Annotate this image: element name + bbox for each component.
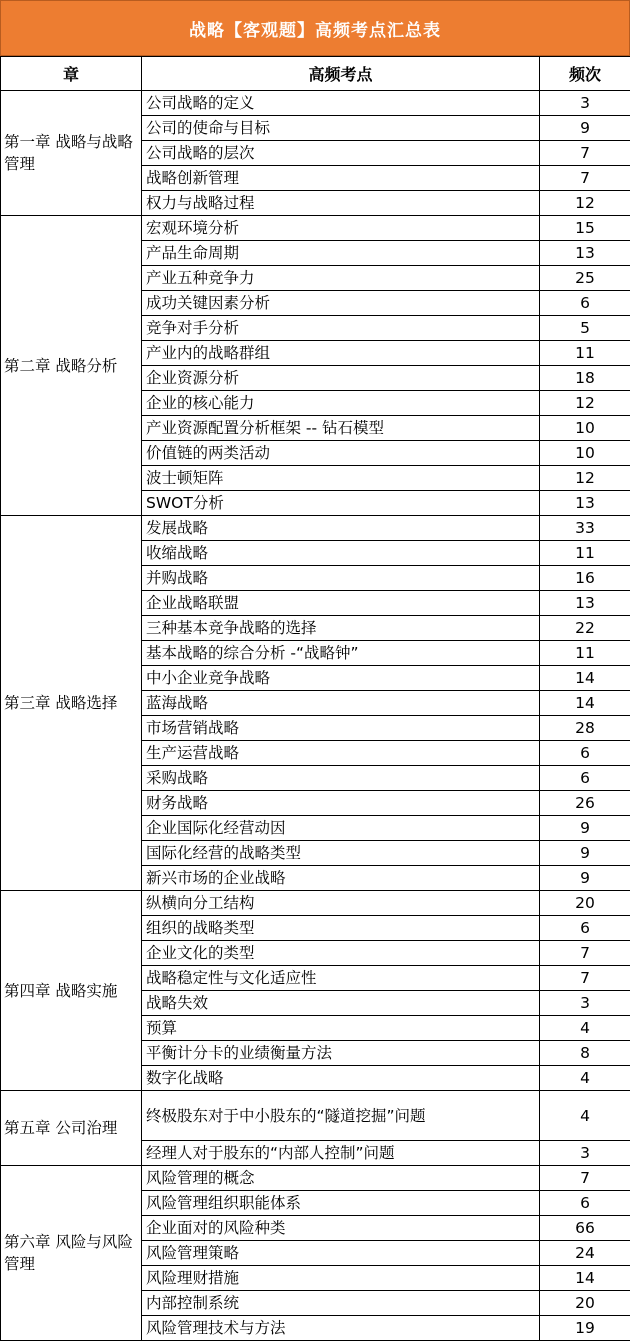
topic-cell: 经理人对于股东的“内部人控制”问题 (142, 1141, 540, 1166)
topic-cell: 波士顿矩阵 (142, 466, 540, 491)
topic-cell: 收缩战略 (142, 541, 540, 566)
chapter-cell: 第三章 战略选择 (1, 516, 142, 891)
topic-cell: 预算 (142, 1016, 540, 1041)
frequency-cell: 12 (540, 391, 630, 416)
topic-cell: 三种基本竞争战略的选择 (142, 616, 540, 641)
topic-cell: 公司战略的层次 (142, 141, 540, 166)
summary-table (0, 56, 630, 1341)
frequency-cell: 13 (540, 591, 630, 616)
table-title: 战略【客观题】高频考点汇总表 (0, 0, 630, 56)
topic-cell: 价值链的两类活动 (142, 441, 540, 466)
topic-cell: 风险理财措施 (142, 1266, 540, 1291)
topic-cell: 成功关键因素分析 (142, 291, 540, 316)
frequency-cell: 26 (540, 791, 630, 816)
frequency-cell: 7 (540, 941, 630, 966)
frequency-cell: 4 (540, 1091, 630, 1141)
table-row (1, 891, 630, 916)
frequency-cell: 4 (540, 1016, 630, 1041)
topic-cell: 风险管理技术与方法 (142, 1316, 540, 1341)
topic-cell: 产业资源配置分析框架 -- 钻石模型 (142, 416, 540, 441)
frequency-cell: 66 (540, 1216, 630, 1241)
topic-cell: 产品生命周期 (142, 241, 540, 266)
topic-cell: 企业资源分析 (142, 366, 540, 391)
topic-cell: 财务战略 (142, 791, 540, 816)
chapter-cell: 第六章 风险与风险管理 (1, 1166, 142, 1341)
topic-cell: 风险管理策略 (142, 1241, 540, 1266)
frequency-cell: 7 (540, 141, 630, 166)
frequency-cell: 8 (540, 1041, 630, 1066)
header-frequency: 频次 (540, 57, 630, 91)
topic-cell: SWOT分析 (142, 491, 540, 516)
table-row (1, 516, 630, 541)
frequency-cell: 3 (540, 1141, 630, 1166)
topic-cell: 产业内的战略群组 (142, 341, 540, 366)
frequency-cell: 20 (540, 891, 630, 916)
frequency-cell: 7 (540, 166, 630, 191)
frequency-cell: 24 (540, 1241, 630, 1266)
topic-cell: 企业面对的风险种类 (142, 1216, 540, 1241)
frequency-cell: 11 (540, 341, 630, 366)
topic-cell: 宏观环境分析 (142, 216, 540, 241)
topic-cell: 并购战略 (142, 566, 540, 591)
topic-cell: 战略创新管理 (142, 166, 540, 191)
topic-cell: 组织的战略类型 (142, 916, 540, 941)
frequency-cell: 14 (540, 691, 630, 716)
table-row (1, 1091, 630, 1141)
topic-cell: 公司的使命与目标 (142, 116, 540, 141)
topic-cell: 战略稳定性与文化适应性 (142, 966, 540, 991)
frequency-cell: 9 (540, 816, 630, 841)
frequency-cell: 6 (540, 916, 630, 941)
topic-cell: 公司战略的定义 (142, 91, 540, 116)
frequency-cell: 11 (540, 641, 630, 666)
header-chapter: 章 (1, 57, 142, 91)
chapter-cell: 第五章 公司治理 (1, 1091, 142, 1166)
topic-cell: 生产运营战略 (142, 741, 540, 766)
header-topic: 高频考点 (142, 57, 540, 91)
frequency-cell: 4 (540, 1066, 630, 1091)
topic-cell: 纵横向分工结构 (142, 891, 540, 916)
frequency-cell: 3 (540, 991, 630, 1016)
topic-cell: 产业五种竞争力 (142, 266, 540, 291)
topic-cell: 数字化战略 (142, 1066, 540, 1091)
topic-cell: 战略失效 (142, 991, 540, 1016)
frequency-cell: 11 (540, 541, 630, 566)
frequency-cell: 6 (540, 291, 630, 316)
topic-cell: 权力与战略过程 (142, 191, 540, 216)
frequency-cell: 12 (540, 191, 630, 216)
frequency-cell: 18 (540, 366, 630, 391)
topic-cell: 平衡计分卡的业绩衡量方法 (142, 1041, 540, 1066)
topic-cell: 企业国际化经营动因 (142, 816, 540, 841)
frequency-cell: 9 (540, 866, 630, 891)
topic-cell: 风险管理组织职能体系 (142, 1191, 540, 1216)
frequency-cell: 10 (540, 441, 630, 466)
topic-cell: 国际化经营的战略类型 (142, 841, 540, 866)
frequency-cell: 3 (540, 91, 630, 116)
frequency-cell: 25 (540, 266, 630, 291)
frequency-cell: 14 (540, 1266, 630, 1291)
topic-cell: 发展战略 (142, 516, 540, 541)
topic-cell: 企业文化的类型 (142, 941, 540, 966)
frequency-cell: 13 (540, 241, 630, 266)
frequency-cell: 13 (540, 491, 630, 516)
topic-cell: 市场营销战略 (142, 716, 540, 741)
frequency-cell: 6 (540, 766, 630, 791)
topic-cell: 基本战略的综合分析 -“战略钟” (142, 641, 540, 666)
frequency-cell: 9 (540, 841, 630, 866)
topic-cell: 采购战略 (142, 766, 540, 791)
topic-cell: 终极股东对于中小股东的“隧道挖掘”问题 (142, 1091, 540, 1141)
table-row (1, 91, 630, 116)
frequency-cell: 15 (540, 216, 630, 241)
table-row (1, 216, 630, 241)
chapter-cell: 第四章 战略实施 (1, 891, 142, 1091)
frequency-cell: 12 (540, 466, 630, 491)
chapter-cell: 第二章 战略分析 (1, 216, 142, 516)
topic-cell: 新兴市场的企业战略 (142, 866, 540, 891)
frequency-cell: 16 (540, 566, 630, 591)
topic-cell: 内部控制系统 (142, 1291, 540, 1316)
topic-cell: 蓝海战略 (142, 691, 540, 716)
frequency-cell: 9 (540, 116, 630, 141)
topic-cell: 企业战略联盟 (142, 591, 540, 616)
table-row (1, 1166, 630, 1191)
frequency-cell: 28 (540, 716, 630, 741)
topic-cell: 企业的核心能力 (142, 391, 540, 416)
frequency-cell: 20 (540, 1291, 630, 1316)
chapter-cell: 第一章 战略与战略管理 (1, 91, 142, 216)
frequency-cell: 5 (540, 316, 630, 341)
frequency-cell: 33 (540, 516, 630, 541)
frequency-cell: 7 (540, 966, 630, 991)
frequency-cell: 6 (540, 1191, 630, 1216)
topic-cell: 竞争对手分析 (142, 316, 540, 341)
frequency-cell: 10 (540, 416, 630, 441)
frequency-cell: 7 (540, 1166, 630, 1191)
frequency-cell: 19 (540, 1316, 630, 1341)
header-row (1, 57, 630, 91)
table-body (1, 91, 630, 1341)
frequency-cell: 6 (540, 741, 630, 766)
frequency-cell: 22 (540, 616, 630, 641)
frequency-cell: 14 (540, 666, 630, 691)
topic-cell: 风险管理的概念 (142, 1166, 540, 1191)
topic-cell: 中小企业竞争战略 (142, 666, 540, 691)
